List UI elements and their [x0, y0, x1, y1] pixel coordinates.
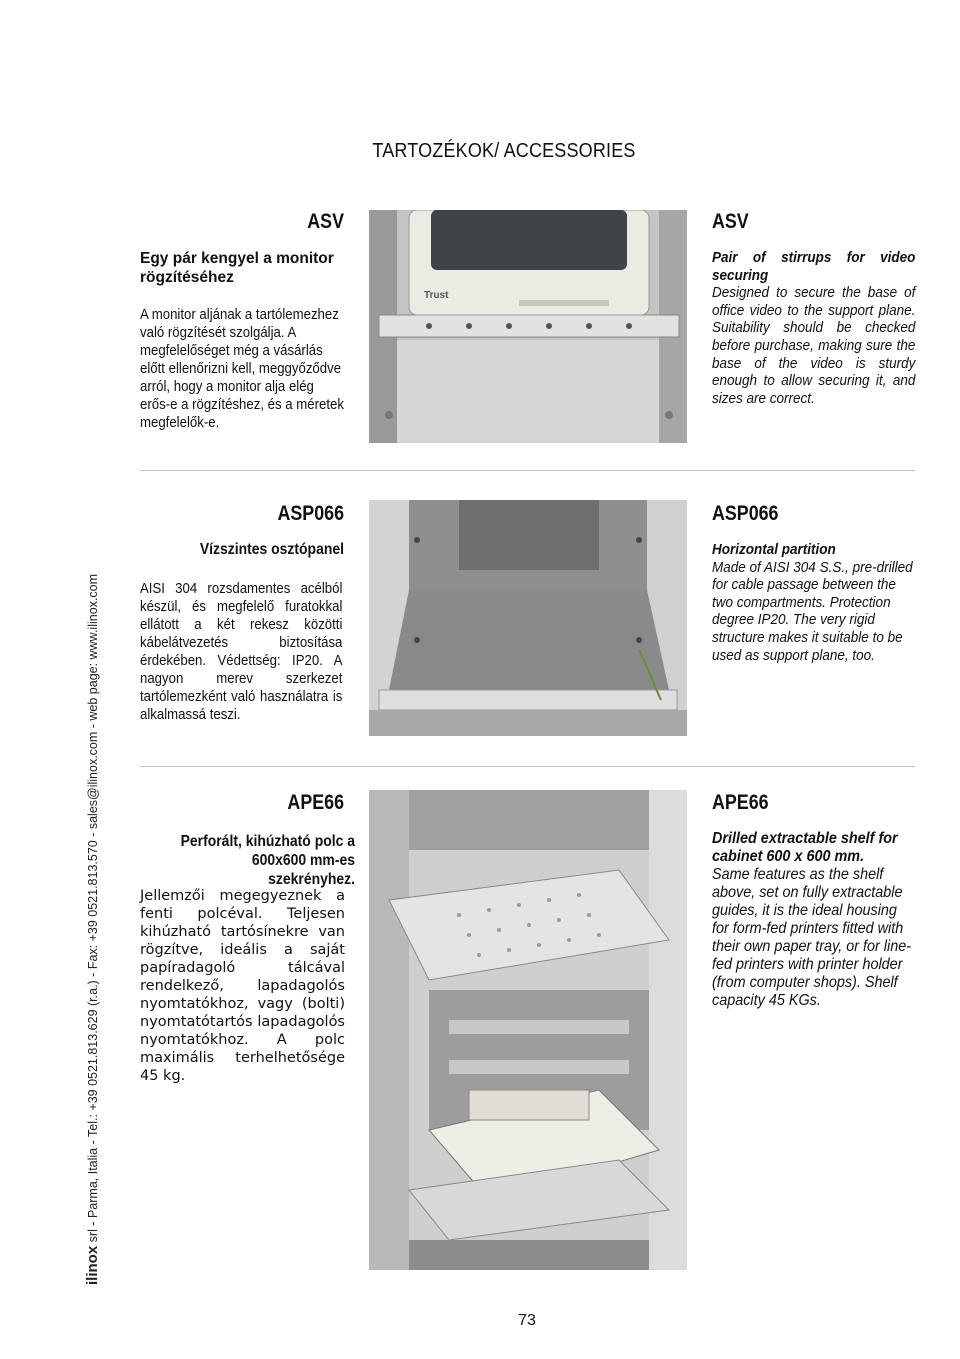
ape66-en-title: Drilled extractable shelf for cabinet 600 x 600 mm. — [712, 830, 898, 865]
asv-en-title: Pair of stirrups for video securing — [712, 249, 916, 284]
divider — [140, 766, 915, 767]
section-code-ape66: APE66 — [287, 791, 344, 814]
asv-hu-body: A monitor aljának a tartólemezhez való rögzítését szolgálja. A megfelelőséget még a vásárlás előtt ellenőrizni kell, meggyőződve arról, hogy a monitor alja elég erős-e a rögzítéshez, és a méretek megfelelők-e. — [140, 306, 344, 431]
page-number: 73 — [518, 1312, 536, 1329]
asv-product-photo — [369, 210, 687, 443]
side-contact-line — [84, 574, 106, 1285]
page-title: TARTOZÉKOK/ ACCESSORIES — [372, 140, 636, 162]
ape66-hu-body: Jellemzői megegyeznek a fenti polcéval. Teljesen kihúzható tartósínekre van rögzítve, ideális a saját papíradagoló tálcával rendelkező, lapadagolós nyomtatókhoz, vagy (bolti) nyomtatótartós lapadagolós nyomtatókhoz. A polc maximális terhelhetősége 45 kg. — [140, 888, 345, 1084]
monitor-brand-label: Trust — [424, 290, 449, 301]
ape66-hu-title: Perforált, kihúzható polc a 600x600 mm-es szekrényhez. — [180, 833, 355, 888]
asv-hu-title: Egy pár kengyel a monitor rögzítéséhez — [140, 250, 334, 286]
asp066-en-title: Horizontal partition — [712, 541, 836, 558]
section-code-asp066-en: ASP066 — [712, 502, 779, 525]
asp066-hu-title: Vízszintes osztópanel — [199, 541, 344, 558]
asp066-product-photo — [369, 500, 687, 736]
asv-en-body: Designed to secure the base of office video to the support plane. Suitability should be checked before purchase, making sure the base of the video is sturdy enough to allow securing it, and sizes are correct. — [712, 284, 916, 407]
ape66-product-photo — [369, 790, 687, 1270]
asp066-en-text — [712, 541, 915, 664]
divider — [140, 470, 915, 471]
section-code-asv: ASV — [307, 210, 344, 233]
asp066-en-body: Made of AISI 304 S.S., pre-drilled for cable passage between the two compartments. Protection degree IP20. The very rigid structure makes it suitable to be used as support plane, too. — [712, 558, 913, 664]
section-code-asv-en: ASV — [712, 210, 749, 233]
ape66-en-text — [712, 830, 915, 1010]
asv-en-text — [712, 249, 915, 407]
contact-info: srl - Parma, Italia - Tel.: +39 0521.813.629 (r.a.) - Fax: +39 0521.813.570 - sales@ilinox.com - web page: www.ilinox.com — [86, 574, 100, 1243]
asp066-hu-body: AISI 304 rozsdamentes acélból készül, és megfelelő furatokkal ellátott a két rekesz közötti kábelátvezetés biztosítása érdekében. Védettség: IP20. A nagyon merev szerkezet tartólemezként való használatra is alkalmassá teszi. — [140, 580, 343, 723]
brand-name: ilinox — [84, 1245, 101, 1285]
section-code-ape66-en: APE66 — [712, 791, 769, 814]
section-code-asp066: ASP066 — [277, 502, 344, 525]
ape66-en-body: Same features as the shelf above, set on fully extractable guides, it is the ideal housing for form-fed printers fitted with their own paper tray, or for line-fed printers with printer holder (from computer shops). Shelf capacity 45 KGs. — [712, 866, 912, 1009]
